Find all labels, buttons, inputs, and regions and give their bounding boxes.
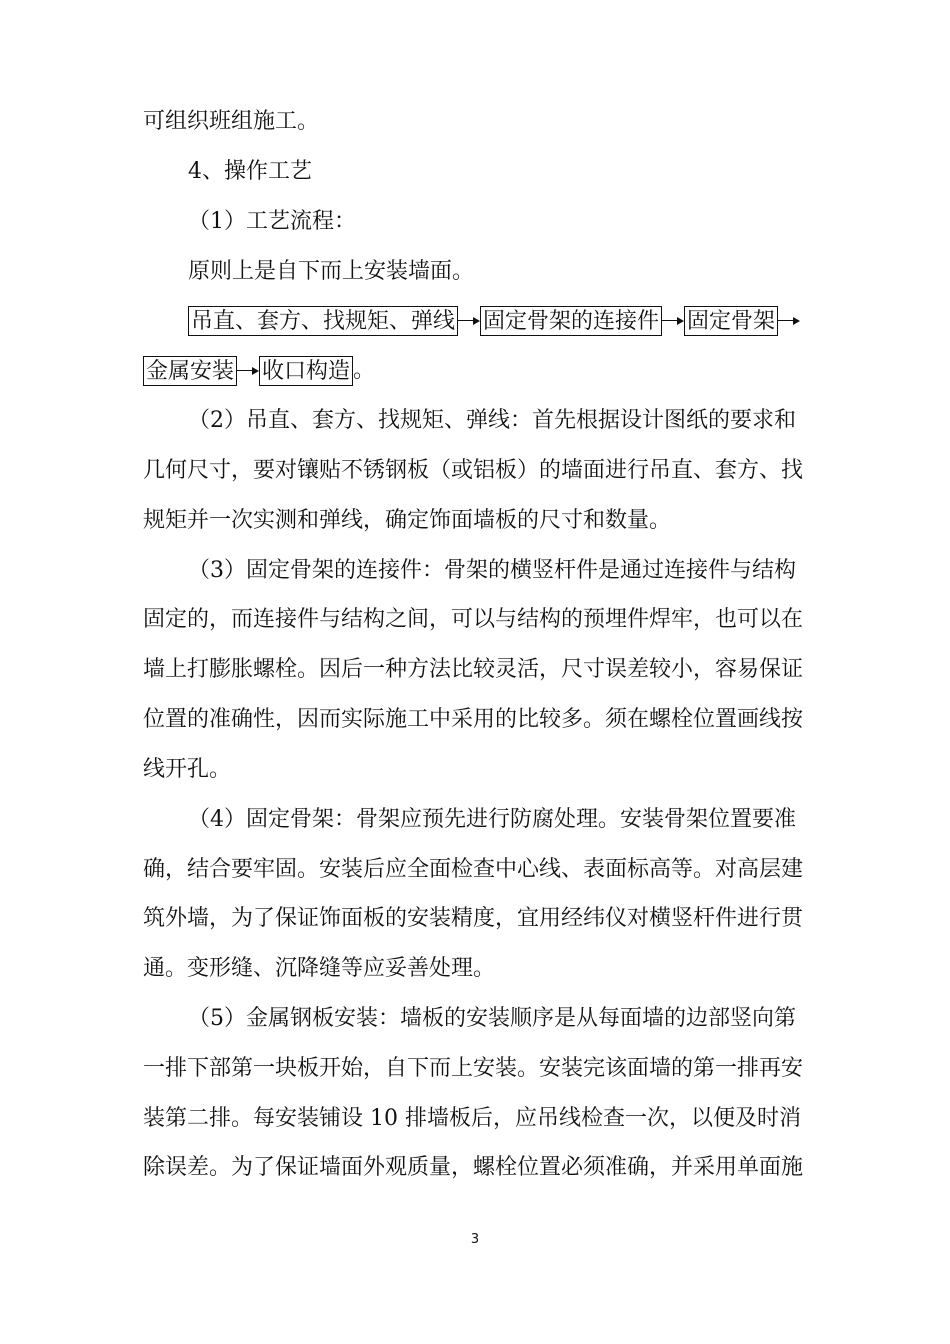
paragraph-line: 固定的，而连接件与结构之间，可以与结构的预埋件焊牢，也可以在 — [143, 607, 804, 632]
paragraph-line: 线开孔。 — [143, 757, 232, 782]
flow-end-punctuation: 。 — [353, 358, 376, 383]
subsection-heading: （1）工艺流程： — [188, 209, 356, 234]
paragraph-line: （3）固定骨架的连接件：骨架的横竖杆件是通过连接件与结构 — [188, 558, 796, 583]
paragraph-line: 墙上打膨胀螺栓。因后一种方法比较灵活，尺寸误差较小，容易保证 — [143, 657, 804, 682]
paragraph-line: 一排下部第一块板开始，自下而上安装。安装完该面墙的第一排再安 — [143, 1056, 804, 1081]
paragraph-line: 几何尺寸，要对镶贴不锈钢板（或铝板）的墙面进行吊直、套方、找 — [143, 458, 804, 483]
flow-diagram-row-1 — [188, 306, 800, 336]
paragraph-line: 可组织班组施工。 — [143, 109, 320, 134]
flow-step-box: 吊直、套方、找规矩、弹线 — [188, 306, 458, 336]
flow-step-box: 金属安装 — [143, 356, 237, 386]
page-number: 3 — [470, 1232, 480, 1247]
flow-arrow-icon — [458, 316, 480, 326]
paragraph-line: 位置的准确性，因而实际施工中采用的比较多。须在螺栓位置画线按 — [143, 707, 804, 732]
flow-diagram-row-2 — [143, 356, 375, 386]
flow-step-box: 收口构造 — [259, 356, 353, 386]
flow-arrow-icon — [237, 366, 259, 376]
paragraph-line: 筑外墙，为了保证饰面板的安装精度，宜用经纬仪对横竖杆件进行贯 — [143, 906, 804, 931]
paragraph-line: （2）吊直、套方、找规矩、弹线：首先根据设计图纸的要求和 — [188, 408, 796, 433]
paragraph-line: 装第二排。每安装铺设 10 排墙板后，应吊线检查一次，以便及时消 — [143, 1106, 801, 1131]
paragraph-line: （4）固定骨架：骨架应预先进行防腐处理。安装骨架位置要准 — [188, 807, 796, 832]
paragraph-line: 通。变形缝、沉降缝等应妥善处理。 — [143, 956, 496, 981]
paragraph-line: 确，结合要牢固。安装后应全面检查中心线、表面标高等。对高层建 — [143, 857, 804, 882]
flow-arrow-icon — [778, 316, 800, 326]
paragraph-line: 规矩并一次实测和弹线，确定饰面墙板的尺寸和数量。 — [143, 508, 672, 533]
flow-step-box: 固定骨架的连接件 — [480, 306, 662, 336]
flow-arrow-icon — [662, 316, 684, 326]
flow-step-box: 固定骨架 — [684, 306, 778, 336]
paragraph-line: 原则上是自下而上安装墙面。 — [188, 259, 475, 284]
section-heading: 4、操作工艺 — [188, 159, 312, 184]
paragraph-line: （5）金属钢板安装：墙板的安装顺序是从每面墙的边部竖向第 — [188, 1006, 796, 1031]
paragraph-line: 除误差。为了保证墙面外观质量，螺栓位置必须准确，并采用单面施 — [143, 1155, 804, 1180]
